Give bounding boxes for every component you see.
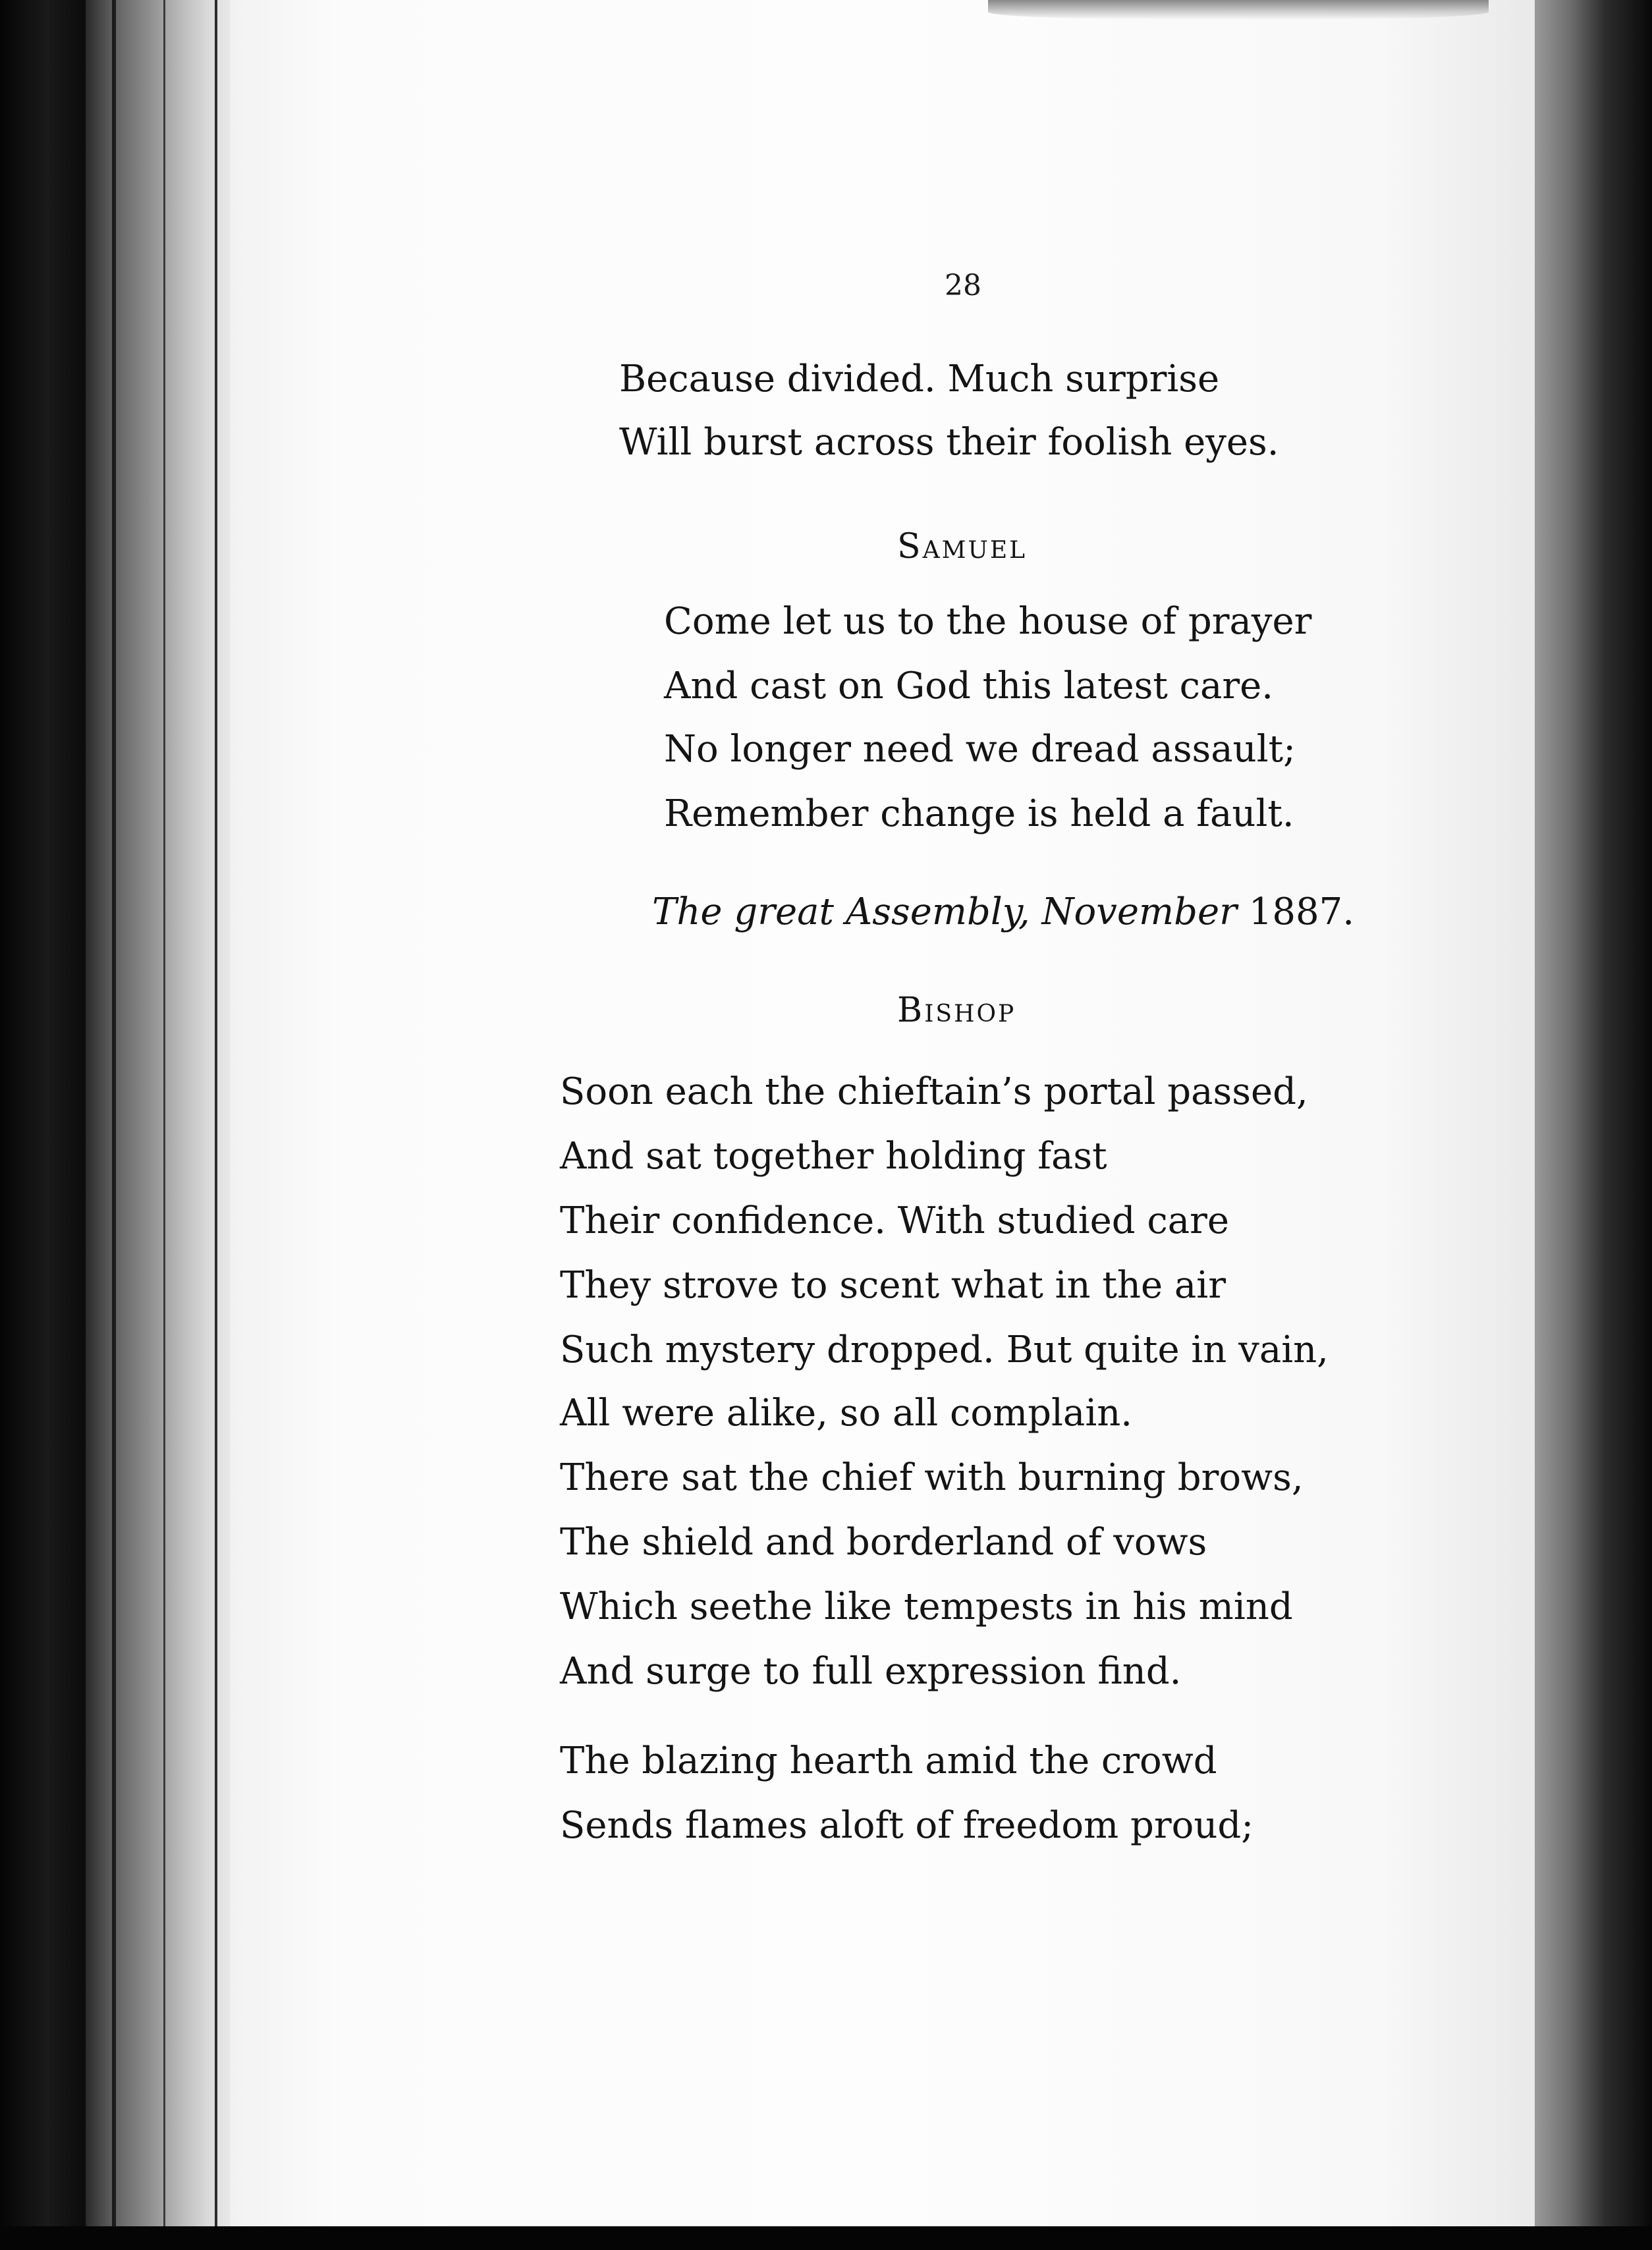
page-sheet bbox=[231, 0, 1535, 2226]
speaker-heading-bishop bbox=[897, 991, 1016, 1030]
poem-line: Which seethe like tempests in his mind bbox=[560, 1585, 1293, 1628]
speaker-name: Bishop bbox=[897, 991, 1016, 1030]
bottom-page-edge bbox=[0, 2226, 1652, 2250]
speaker-name: Samuel bbox=[897, 527, 1028, 566]
page-gutter bbox=[86, 0, 237, 2250]
poem-line: All were alike, so all complain. bbox=[560, 1392, 1133, 1435]
poem-line: Such mystery dropped. But quite in vain, bbox=[560, 1329, 1329, 1371]
poem-line: Come let us to the house of prayer bbox=[664, 600, 1312, 643]
gutter-crease bbox=[112, 0, 116, 2250]
scene-note-year: 1887. bbox=[1248, 891, 1355, 933]
poem-line: The shield and borderland of vows bbox=[560, 1521, 1207, 1564]
speaker-heading-samuel bbox=[897, 527, 1027, 566]
page-number: 28 bbox=[945, 269, 981, 302]
poem-line: Soon each the chieftain’s portal passed, bbox=[560, 1070, 1308, 1113]
poem-line: The blazing hearth amid the crowd bbox=[560, 1740, 1217, 1782]
poem-line: And surge to full expression find. bbox=[560, 1650, 1182, 1693]
top-edge-smudge bbox=[988, 0, 1489, 20]
poem-line: And cast on God this latest care. bbox=[664, 665, 1274, 707]
gutter-crease bbox=[215, 0, 217, 2250]
poem-line: No longer need we dread assault; bbox=[664, 728, 1296, 771]
poem-line: Will burst across their foolish eyes. bbox=[619, 421, 1279, 464]
poem-line: Remember change is held a fault. bbox=[664, 792, 1294, 835]
scene-note bbox=[652, 891, 1354, 933]
poem-line: They strove to scent what in the air bbox=[560, 1264, 1226, 1307]
right-page-edge bbox=[1535, 0, 1652, 2250]
poem-line: And sat together holding fast bbox=[560, 1135, 1107, 1178]
poem-line: There sat the chief with burning brows, bbox=[560, 1456, 1304, 1499]
poem-line: Because divided. Much surprise bbox=[619, 358, 1220, 400]
scene-note-text: The great Assembly, November bbox=[652, 891, 1237, 933]
gutter-crease bbox=[163, 0, 165, 2250]
poem-line: Their confidence. With studied care bbox=[560, 1199, 1230, 1242]
poem-line: Sends flames aloft of freedom proud; bbox=[560, 1804, 1254, 1847]
book-spine-edge bbox=[0, 0, 86, 2250]
